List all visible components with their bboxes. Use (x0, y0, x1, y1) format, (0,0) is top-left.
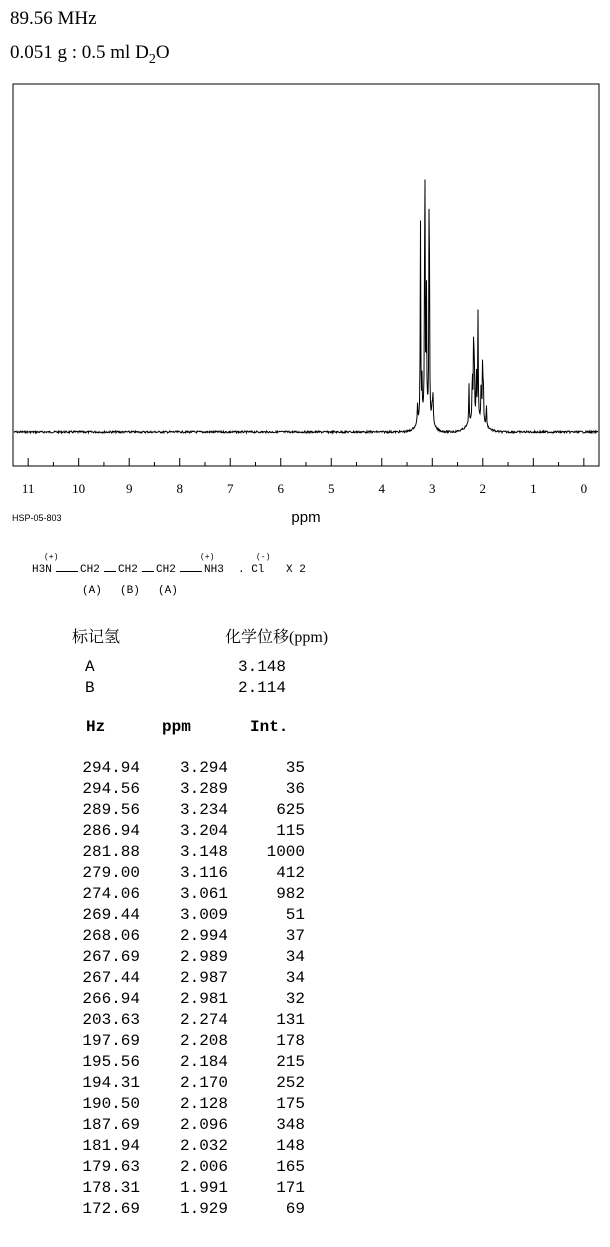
charge-plus-right: (+) (200, 553, 215, 562)
peak-intensity: 35 (285, 759, 305, 777)
sample-suffix: O (155, 42, 170, 63)
peak-hz: 266.94 (82, 990, 140, 1008)
assignment-label-b: B (85, 679, 95, 697)
peak-ppm: 3.289 (179, 780, 228, 798)
peak-hz: 289.56 (82, 801, 140, 819)
peak-hz: 187.69 (82, 1116, 140, 1134)
charge-minus: (-) (256, 553, 271, 562)
peak-intensity: 37 (285, 927, 305, 945)
peak-intensity: 178 (276, 1032, 305, 1050)
peak-ppm: 3.061 (179, 885, 228, 903)
peak-hz: 178.31 (82, 1179, 140, 1197)
amine-group-left: H3N (32, 564, 52, 576)
spectrum-code: HSP-05-803 (12, 513, 62, 523)
peak-hz: 190.50 (82, 1095, 140, 1113)
x-tick-label: 11 (21, 481, 35, 496)
peak-intensity: 165 (276, 1158, 305, 1176)
sample-description (10, 42, 170, 68)
plot-frame (13, 84, 599, 466)
peak-ppm: 2.096 (179, 1116, 228, 1134)
peak-hz: 268.06 (82, 927, 140, 945)
peak-ppm: 2.981 (179, 990, 228, 1008)
peak-ppm: 2.032 (179, 1137, 228, 1155)
peak-hz: 281.88 (82, 843, 140, 861)
x-axis-label: ppm (291, 509, 321, 526)
peak-intensity: 32 (285, 990, 305, 1008)
peak-hz: 197.69 (82, 1032, 140, 1050)
peak-intensity: 348 (276, 1116, 305, 1134)
peak-intensity: 982 (276, 885, 305, 903)
peak-intensity: 175 (276, 1095, 305, 1113)
peak-ppm: 2.987 (179, 969, 228, 987)
peak-hz: 203.63 (82, 1011, 140, 1029)
proton-label-a2: (A) (158, 585, 178, 597)
peak-hz: 269.44 (82, 906, 140, 924)
assignment-shift-a: 3.148 (238, 658, 287, 676)
peak-intensity: 171 (276, 1179, 305, 1197)
peak-intensity: 115 (276, 822, 305, 840)
peak-hz: 179.63 (82, 1158, 140, 1176)
chloride-salt: . Cl (238, 564, 265, 576)
bond-4 (180, 571, 202, 572)
peak-ppm: 3.009 (179, 906, 228, 924)
peak-hz: 294.94 (82, 759, 140, 777)
assignment-label-a: A (85, 658, 95, 676)
peak-ppm: 2.006 (179, 1158, 228, 1176)
peak-hz: 195.56 (82, 1053, 140, 1071)
salt-multiplier: X 2 (286, 564, 306, 576)
spectrum-trace (14, 180, 598, 434)
x-tick-label: 4 (378, 481, 386, 496)
bond-2 (104, 571, 116, 572)
x-axis-tick-labels (22, 481, 587, 496)
peak-hz: 181.94 (82, 1137, 140, 1155)
x-tick-label: 2 (479, 481, 487, 496)
peak-intensity: 1000 (266, 843, 305, 861)
peak-ppm: 3.116 (179, 864, 228, 882)
peak-ppm: 3.148 (179, 843, 228, 861)
peak-intensity: 34 (285, 969, 305, 987)
peak-intensity: 412 (276, 864, 305, 882)
structure-formula (30, 553, 350, 601)
peak-ppm: 2.170 (179, 1074, 228, 1092)
x-tick-label: 1 (530, 481, 537, 496)
assignment-label-header: 标记氢 (72, 629, 121, 646)
peak-ppm: 3.204 (179, 822, 228, 840)
peak-ppm: 1.929 (179, 1200, 228, 1218)
charge-plus-left: (+) (44, 553, 59, 562)
assignment-shift-b: 2.114 (238, 679, 287, 697)
peak-hz: 194.31 (82, 1074, 140, 1092)
peak-intensity: 252 (276, 1074, 305, 1092)
peak-hz: 286.94 (82, 822, 140, 840)
peak-ppm: 2.274 (179, 1011, 228, 1029)
peak-intensity: 131 (276, 1011, 305, 1029)
peak-ppm: 2.184 (179, 1053, 228, 1071)
peak-intensity: 148 (276, 1137, 305, 1155)
sample-prefix: 0.051 g : 0.5 ml D (10, 42, 149, 63)
x-tick-label: 10 (72, 481, 86, 496)
peak-hz: 274.06 (82, 885, 140, 903)
bond-1 (56, 571, 78, 572)
column-ppm: ppm (162, 718, 191, 736)
peak-intensity: 69 (285, 1200, 305, 1218)
peak-ppm: 1.991 (179, 1179, 228, 1197)
peak-ppm: 3.294 (179, 759, 228, 777)
peak-intensity: 215 (276, 1053, 305, 1071)
methylene-b: CH2 (118, 564, 138, 576)
peak-ppm: 2.208 (179, 1032, 228, 1050)
x-axis-ticks (28, 458, 584, 466)
x-tick-label: 5 (328, 481, 335, 496)
peak-hz: 267.44 (82, 969, 140, 987)
peak-ppm: 2.128 (179, 1095, 228, 1113)
peak-hz: 172.69 (82, 1200, 140, 1218)
x-tick-label: 0 (580, 481, 588, 496)
x-tick-label: 8 (176, 481, 183, 496)
x-tick-label: 6 (277, 481, 284, 496)
peak-intensity: 625 (276, 801, 305, 819)
peak-intensity: 51 (285, 906, 305, 924)
x-tick-label: 7 (226, 481, 234, 496)
peak-ppm: 3.234 (179, 801, 228, 819)
peak-intensity: 36 (285, 780, 305, 798)
spectrometer-frequency: 89.56 MHz (10, 8, 97, 29)
bond-3 (142, 571, 154, 572)
proton-label-b: (B) (120, 585, 140, 597)
x-tick-label: 3 (429, 481, 436, 496)
x-tick-label: 9 (125, 481, 133, 496)
peak-ppm: 2.994 (179, 927, 228, 945)
amine-group-right: NH3 (204, 564, 224, 576)
peak-ppm: 2.989 (179, 948, 228, 966)
column-hz: Hz (86, 718, 106, 736)
peak-hz: 294.56 (82, 780, 140, 798)
peak-hz: 267.69 (82, 948, 140, 966)
column-intensity: Int. (250, 718, 289, 736)
methylene-a1: CH2 (80, 564, 100, 576)
peak-intensity: 34 (285, 948, 305, 966)
methylene-a2: CH2 (156, 564, 176, 576)
sample-subscript: 2 (148, 52, 156, 67)
proton-label-a1: (A) (82, 585, 102, 597)
assignment-shift-header: 化学位移(ppm) (225, 629, 329, 646)
nmr-spectrum-chart (0, 80, 610, 530)
peak-hz: 279.00 (82, 864, 140, 882)
